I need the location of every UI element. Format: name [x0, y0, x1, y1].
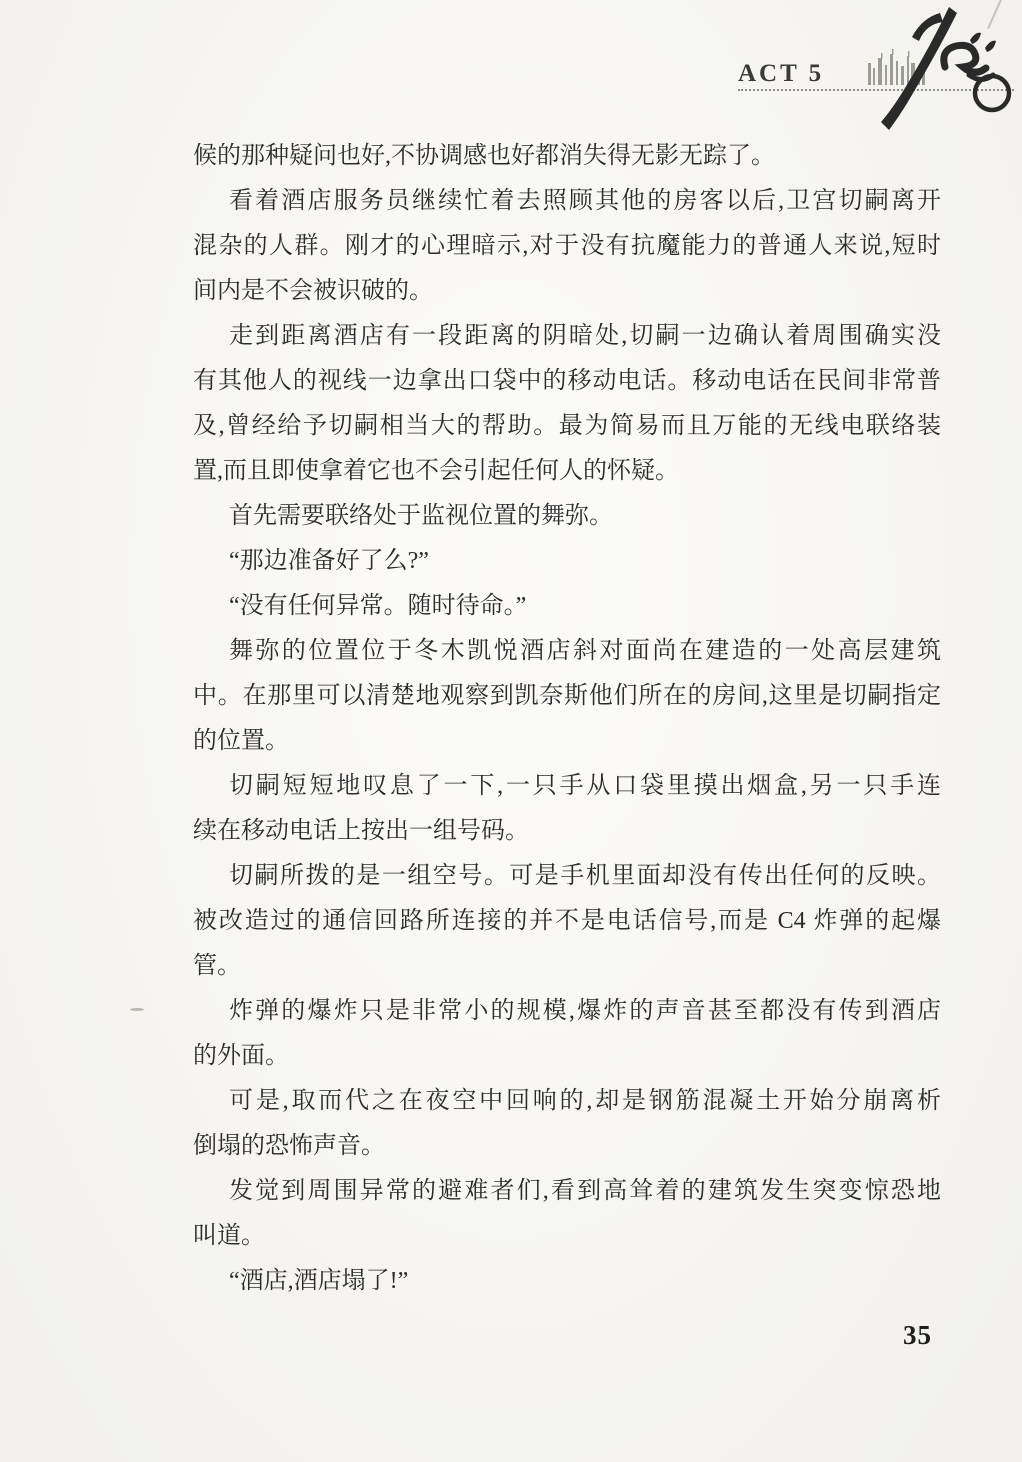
text-line: 可是,取而代之在夜空中回响的,却是钢筋混凝土开始分崩离析 [229, 1088, 941, 1114]
text-line: “那边准备好了么?” [229, 548, 429, 574]
text-line: 置,而且即使拿着它也不会引起任何人的怀疑。 [193, 458, 679, 484]
text-line: 被改造过的通信回路所连接的并不是电话信号,而是 C4 炸弹的起爆 [193, 908, 941, 934]
text-line: 舞弥的位置位于冬木凯悦酒店斜对面尚在建造的一处高层建筑 [229, 638, 941, 664]
text-line: 及,曾经给予切嗣相当大的帮助。最为简易而且万能的无线电联络装 [193, 413, 941, 439]
text-line: 有其他人的视线一边拿出口袋中的移动电话。移动电话在民间非常普 [193, 368, 941, 394]
scan-smudge [130, 1008, 144, 1011]
text-line: 续在移动电话上按出一组号码。 [193, 818, 529, 844]
act-heading: ACT 5 [738, 60, 825, 87]
text-line: 叫道。 [193, 1223, 265, 1249]
fate-zero-logo-icon [852, 4, 1018, 138]
text-line: 倒塌的恐怖声音。 [193, 1133, 385, 1159]
text-line: 看着酒店服务员继续忙着去照顾其他的房客以后,卫宫切嗣离开 [229, 188, 941, 214]
text-line: 走到距离酒店有一段距离的阴暗处,切嗣一边确认着周围确实没 [229, 323, 941, 349]
text-line: 切嗣短短地叹息了一下,一只手从口袋里摸出烟盒,另一只手连 [229, 773, 941, 799]
text-line: 的外面。 [193, 1043, 289, 1069]
text-line: 混杂的人群。刚才的心理暗示,对于没有抗魔能力的普通人来说,短时 [193, 233, 941, 259]
text-line: 候的那种疑问也好,不协调感也好都消失得无影无踪了。 [193, 143, 775, 169]
text-line: “酒店,酒店塌了!” [229, 1268, 409, 1294]
text-line: 发觉到周围异常的避难者们,看到高耸着的建筑发生突变惊恐地 [229, 1178, 941, 1204]
text-line: 中。在那里可以清楚地观察到凯奈斯他们所在的房间,这里是切嗣指定 [193, 683, 941, 709]
text-line: 管。 [193, 953, 241, 979]
text-line: 的位置。 [193, 728, 289, 754]
text-line: 炸弹的爆炸只是非常小的规模,爆炸的声音甚至都没有传到酒店 [229, 998, 941, 1024]
page-number: 35 [903, 1320, 932, 1350]
text-line: “没有任何异常。随时待命。” [229, 593, 527, 619]
text-line: 首先需要联络处于监视位置的舞弥。 [229, 503, 613, 529]
zero-swirl [944, 45, 1009, 110]
text-line: 间内是不会被识破的。 [193, 278, 433, 304]
text-line: 切嗣所拨的是一组空号。可是手机里面却没有传出任何的反映。 [229, 863, 941, 889]
text-block [193, 134, 941, 1304]
